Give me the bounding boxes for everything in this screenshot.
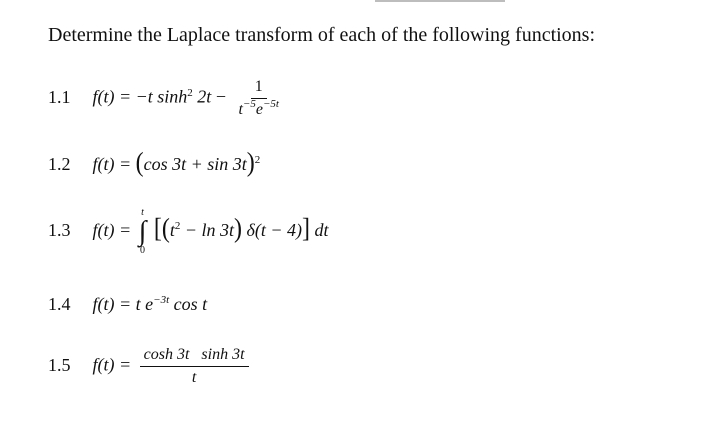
function-lhs: f(t) =	[92, 154, 132, 174]
hyperbolic-fraction	[140, 346, 249, 387]
problem-1-5	[48, 346, 253, 387]
left-paren: (	[135, 147, 144, 178]
inner-exponent: 2	[174, 220, 181, 233]
function-lhs: f(t) =	[92, 86, 132, 107]
problem-number: 1.4	[48, 294, 71, 314]
problem-number: 1.2	[48, 154, 71, 174]
left-bracket: [	[153, 214, 162, 244]
delta-term: δ(t − 4)	[246, 220, 302, 241]
sinh-exponent: 2	[187, 86, 193, 99]
right-paren: )	[233, 214, 242, 244]
top-rule-line	[375, 0, 505, 2]
reciprocal-fraction	[234, 78, 282, 119]
integral-sign	[139, 208, 147, 256]
upper-limit: t	[141, 207, 144, 218]
problem-1-2	[48, 147, 261, 178]
instructions-heading: Determine the Laplace transform of each of the following functions:	[48, 24, 596, 46]
fraction-numerator: 1	[251, 78, 267, 99]
problem-number: 1.5	[48, 354, 71, 375]
den-base-e: e	[255, 101, 263, 118]
problem-1-3	[48, 208, 329, 256]
inner-base: t	[169, 220, 175, 241]
lower-limit: 0	[139, 245, 145, 256]
problem-number: 1.1	[48, 86, 71, 107]
trig-sum: cos 3t + sin 3t	[143, 154, 247, 174]
left-paren: (	[161, 214, 170, 244]
ln-term: − ln 3t	[184, 220, 234, 241]
minus-sign: −	[215, 86, 226, 107]
problem-1-4	[48, 294, 207, 315]
fraction-denominator	[234, 99, 282, 119]
outer-exponent: 2	[254, 154, 261, 166]
sinh-argument: 2t	[197, 86, 212, 107]
exponential-exponent: −3t	[153, 294, 170, 306]
function-lhs: f(t) =	[92, 220, 132, 241]
den-base-t: t	[238, 101, 243, 118]
den-exp-e: −5t	[262, 98, 279, 110]
fraction-numerator: cosh 3t sinh 3t	[140, 346, 249, 367]
problem-1-1	[48, 78, 287, 119]
right-paren: )	[246, 147, 255, 178]
integral-symbol: ∫	[138, 216, 147, 247]
fraction-denominator: t	[191, 369, 197, 386]
problem-number: 1.3	[48, 220, 71, 241]
cos-term: cos t	[173, 294, 208, 314]
right-bracket: ]	[302, 214, 310, 244]
sinh-term: −t sinh	[135, 86, 188, 107]
function-lhs: f(t) = t e	[92, 294, 154, 314]
den-exp-t: −5	[242, 98, 256, 110]
function-lhs: f(t) =	[92, 354, 132, 375]
differential: dt	[314, 220, 329, 241]
